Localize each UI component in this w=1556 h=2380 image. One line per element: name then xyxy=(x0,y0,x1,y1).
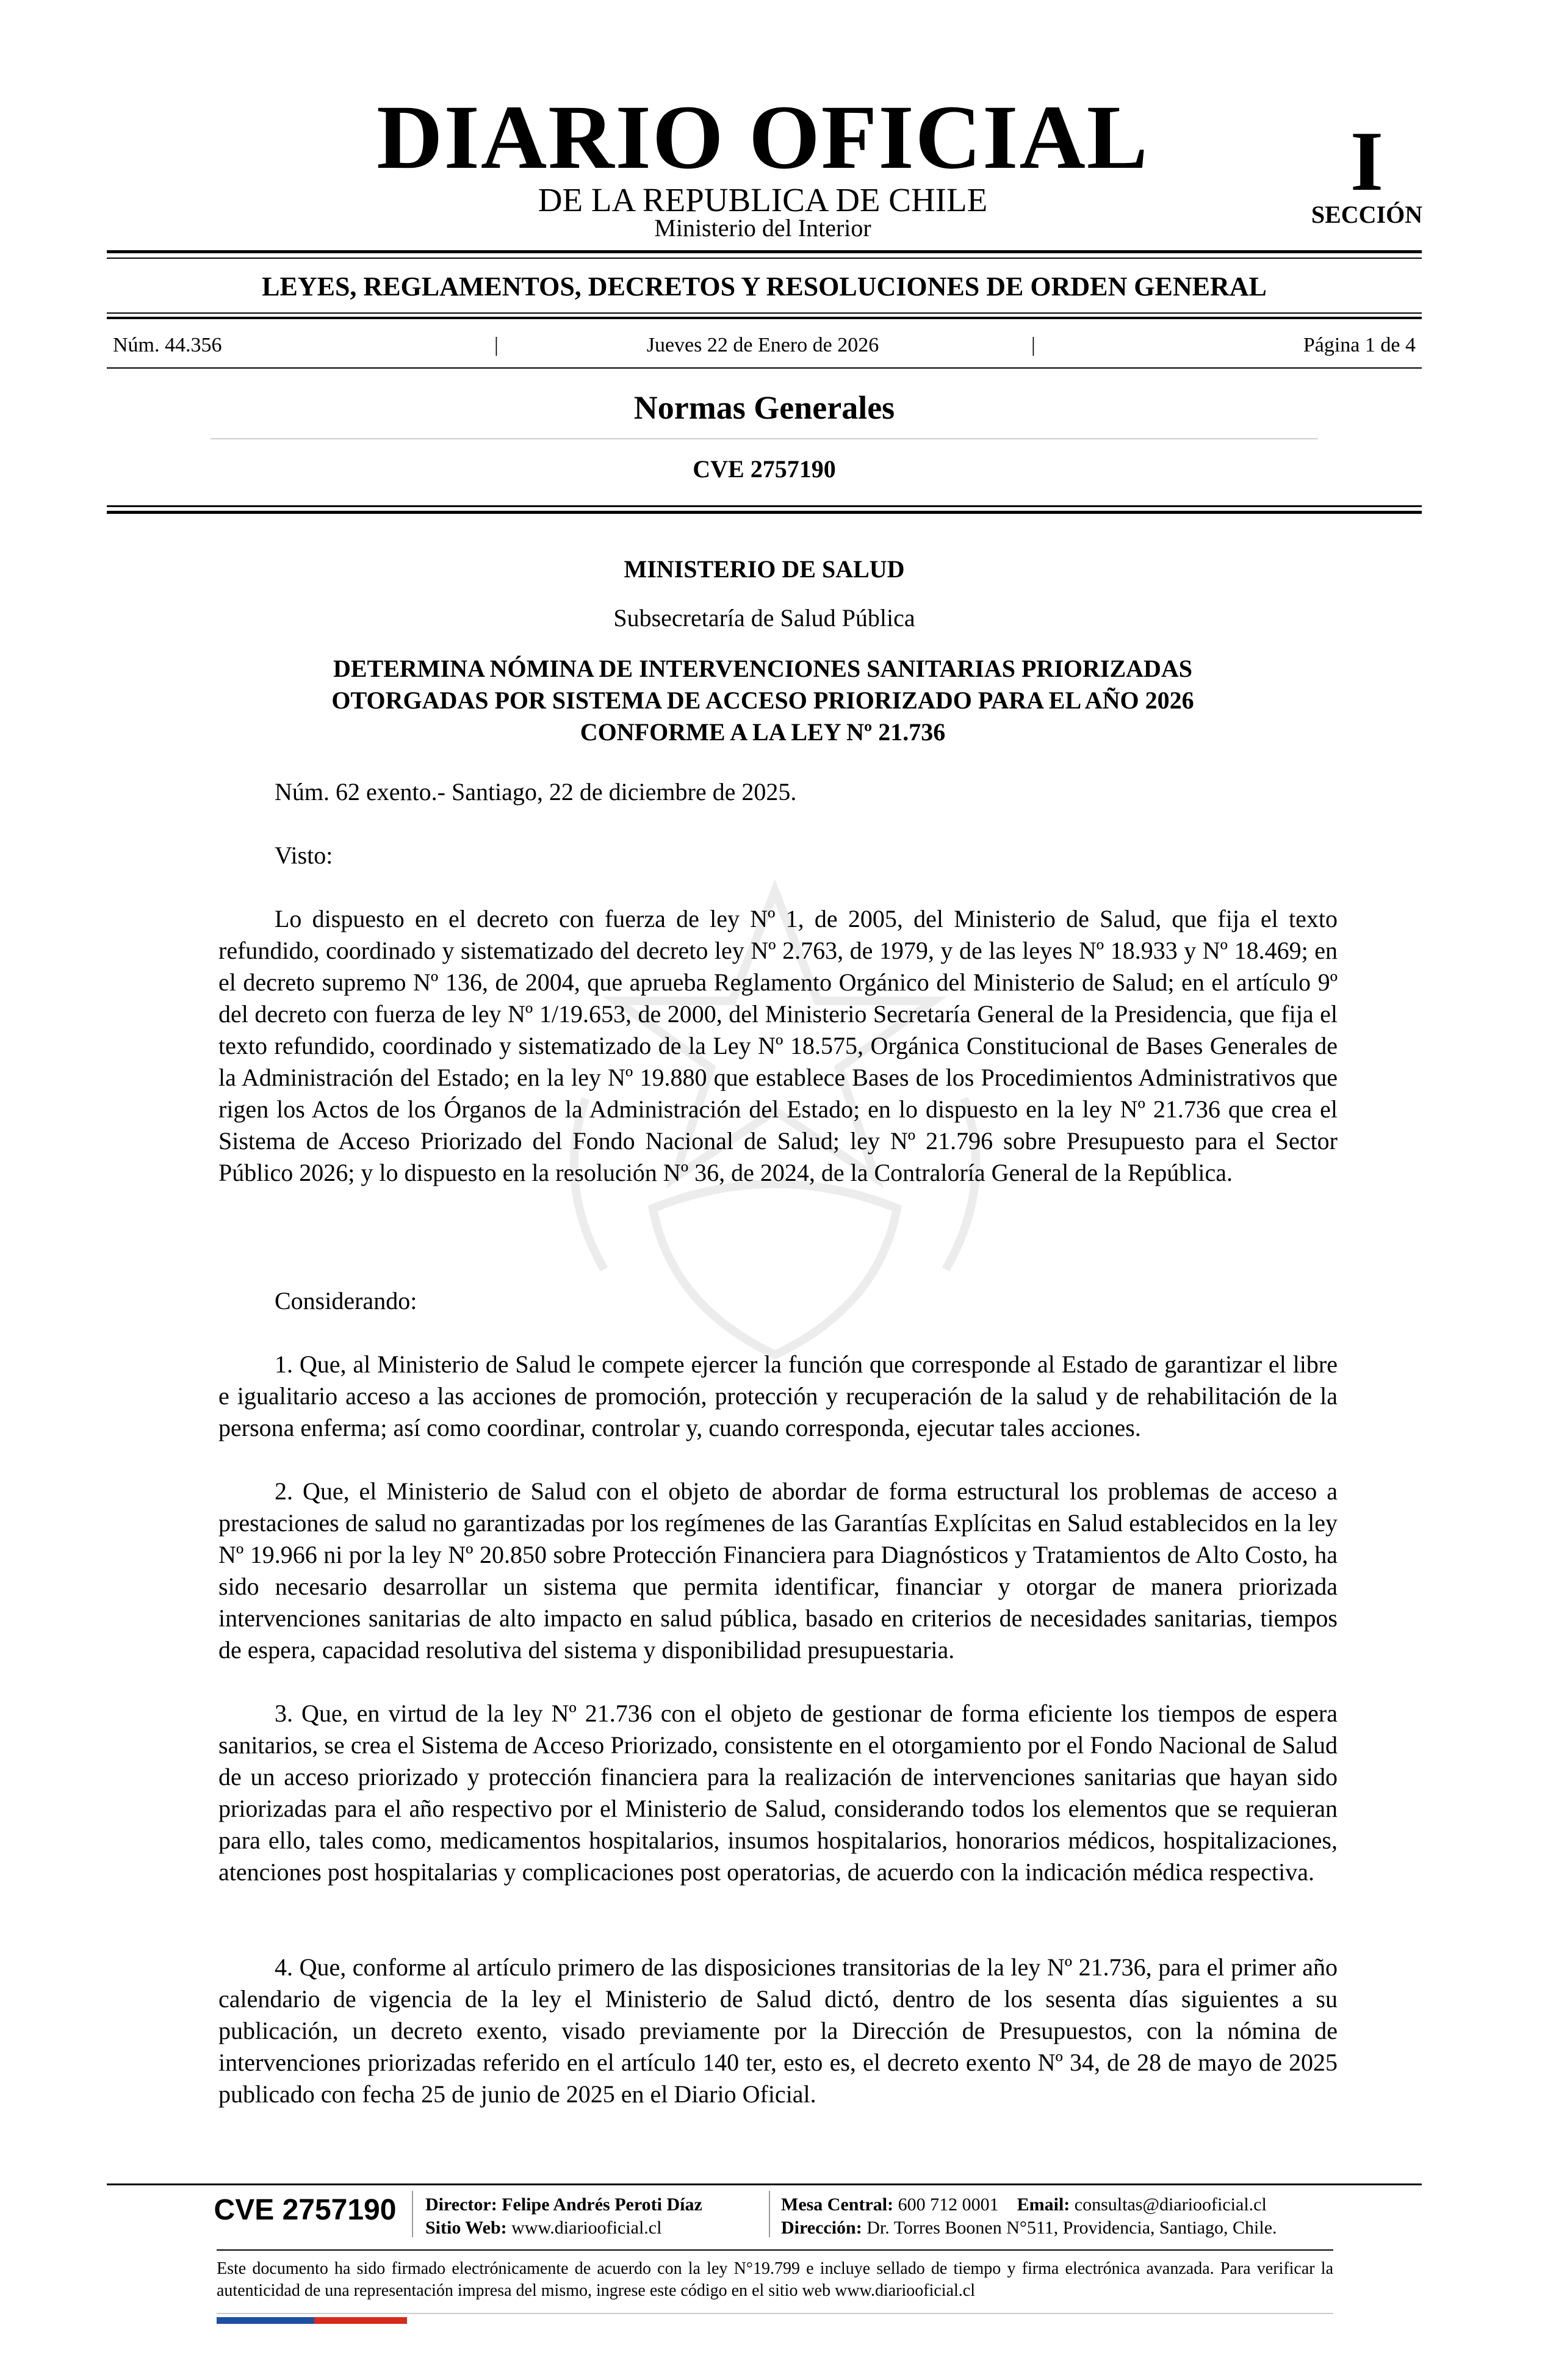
banner-rule-top xyxy=(107,312,1422,314)
decree-number: Núm. 62 exento.- Santiago, 22 de diciembre de 2025. xyxy=(275,778,797,806)
masthead-subtitle: DE LA REPUBLICA DE CHILE xyxy=(538,181,988,218)
flag-stripe-blue xyxy=(217,2317,314,2324)
decree-title-line: CONFORME A LA LEY Nº 21.736 xyxy=(580,718,946,746)
footer-contact xyxy=(781,2193,1342,2216)
footer-separator xyxy=(769,2191,770,2237)
masthead-ministry: Ministerio del Interior xyxy=(654,214,871,242)
footer-rule-mid xyxy=(217,2249,1333,2251)
masthead-rule-top xyxy=(107,250,1422,253)
banner-heading: LEYES, REGLAMENTOS, DECRETOS Y RESOLUCIONES DE ORDEN GENERAL xyxy=(262,272,1267,301)
issue-separator: | xyxy=(1031,334,1036,356)
infobar-rule xyxy=(107,367,1422,369)
banner-rule-bottom xyxy=(107,317,1422,319)
email-label: Email: xyxy=(1017,2194,1070,2215)
considerando-paragraph: 1. Que, al Ministerio de Salud le compete ejercer la función que corresponde al Estado de garantizar el libre e igualitario acceso a las acciones de promoción, protección y recuperación de la salud y de rehabilitación de la persona enferma; así como coordinar, controlar y, cuando corresponda, ejecutar tales acciones. xyxy=(218,1350,1338,1441)
page-indicator: Página 1 de 4 xyxy=(1303,334,1416,356)
considerando-label: Considerando: xyxy=(275,1287,417,1314)
footer-separator xyxy=(412,2191,413,2237)
considerando-paragraph: 2. Que, el Ministerio de Salud con el objeto de abordar de forma estructural los problemas de acceso a prestaciones de salud no garantizadas por los regímenes de las Garantías Explícitas en Salud establecidos en la ley Nº 19.966 ni por la ley Nº 20.850 sobre Protección Financiera para Diagnósticos y Tratamientos de Alto Costo, ha sido necesario desarrollar un sistema que permita identificar, financiar y otorgar de manera priorizada intervenciones sanitarias de alto impacto en salud pública, basado en criterios de necesidades sanitarias, tiempos de espera, capacidad resolutiva del sistema y disponibilidad presupuestaria. xyxy=(218,1477,1338,1664)
section-divider xyxy=(211,438,1318,439)
issue-separator: | xyxy=(494,334,499,356)
footer-website xyxy=(425,2216,767,2240)
website-link[interactable]: www.diariooficial.cl xyxy=(511,2218,662,2238)
website-label: Sitio Web: xyxy=(425,2218,507,2238)
visto-paragraph: Lo dispuesto en el decreto con fuerza de ley Nº 1, de 2005, del Ministerio de Salud, que fija el texto refundido, coordinado y sistematizado del decreto ley Nº 2.763, de 1979, y de las leyes Nº 18.933 y Nº 18.469; en el decreto supremo Nº 136, de 2004, que aprueba Reglamento Orgánico del Ministerio de Salud; en el artículo 9º del decreto con fuerza de ley Nº 1/19.653, de 2000, del Ministerio Secretaría General de la Presidencia, que fija el texto refundido, coordinado y sistematizado de la Ley Nº 18.575, Orgánica Constitucional de Bases Generales de la Administración del Estado; en la ley Nº 19.880 que establece Bases de los Procedimientos Administrativos que rigen los Actos de los Órganos de la Administración del Estado; en lo dispuesto en la ley Nº 21.736 que crea el Sistema de Acceso Priorizado del Fondo Nacional de Salud; ley Nº 21.796 sobre Presupuesto para el Sector Público 2026; y lo dispuesto en la resolución Nº 36, de 2024, de la Contraloría General de la República. xyxy=(218,905,1338,1186)
footer-cve: CVE 2757190 xyxy=(214,2194,397,2226)
header-rule-top xyxy=(107,505,1422,507)
issue-number: Núm. 44.356 xyxy=(113,334,222,356)
section-heading: Normas Generales xyxy=(633,389,895,426)
issue-date: Jueves 22 de Enero de 2026 xyxy=(646,334,879,356)
director-label: Director: xyxy=(425,2194,497,2215)
subsecretaria-heading: Subsecretaría de Salud Pública xyxy=(613,604,915,632)
masthead-rule-bottom xyxy=(107,258,1422,259)
masthead-title: DIARIO OFICIAL xyxy=(376,87,1149,188)
flag-stripe-red xyxy=(314,2317,407,2324)
footer-director xyxy=(425,2193,767,2216)
footer-address xyxy=(781,2216,1342,2240)
section-number: I xyxy=(1350,114,1384,209)
footer-rule-bottom xyxy=(217,2313,1333,2314)
visto-label: Visto: xyxy=(275,842,333,869)
decree-title-line: OTORGADAS POR SISTEMA DE ACCESO PRIORIZADO PARA EL AÑO 2026 xyxy=(331,687,1194,714)
cve-heading: CVE 2757190 xyxy=(693,455,836,483)
considerando-paragraph: 3. Que, en virtud de la ley Nº 21.736 con el objeto de gestionar de forma eficiente los tiempos de espera sanitarios, se crea el Sistema de Acceso Priorizado, consistente en el otorgamiento por el Fondo Nacional de Salud de un acceso priorizado y protección financiera para la realización de intervenciones sanitarias que hayan sido priorizadas para el año respectivo por el Ministerio de Salud, considerando todos los elementos que se requieran para ello, tales como, medicamentos hospitalarios, insumos hospitalarios, honorarios médicos, hospitalizaciones, atenciones post hospitalarias y complicaciones post operatorias, de acuerdo con la indicación médica respectiva. xyxy=(218,1700,1338,1886)
header-rule-bottom xyxy=(107,511,1422,514)
director-name: Felipe Andrés Peroti Díaz xyxy=(502,2194,702,2215)
address-label: Dirección: xyxy=(781,2218,862,2238)
section-label: SECCIÓN xyxy=(1311,201,1423,228)
considerando-paragraph: 4. Que, conforme al artículo primero de las disposiciones transitorias de la ley Nº 21.736, para el primer año calendario de vigencia de la ley el Ministerio de Salud dictó, dentro de los sesenta días siguientes a su publicación, un decreto exento, visado previamente por la Dirección de Presupuestos, con la nómina de intervenciones priorizadas referido en el artículo 140 ter, esto es, el decreto exento Nº 34, de 28 de mayo de 2025 publicado con fecha 25 de junio de 2025 en el Diario Oficial. xyxy=(218,1953,1338,2108)
decree-title xyxy=(220,653,1306,748)
footer-notice: Este documento ha sido firmado electrónicamente de acuerdo con la ley N°19.799 e incluye sellado de tiempo y firma electrónica avanzada. Para verificar la autenticidad de una representación impresa del mismo, ingrese este código en el sitio web www.diariooficial.cl xyxy=(217,2259,1333,2300)
email-link[interactable]: consultas@diariooficial.cl xyxy=(1074,2194,1267,2215)
ministry-heading: MINISTERIO DE SALUD xyxy=(624,555,905,583)
decree-title-line: DETERMINA NÓMINA DE INTERVENCIONES SANITARIAS PRIORIZADAS xyxy=(333,655,1193,682)
phone-number: 600 712 0001 xyxy=(898,2194,999,2215)
phone-label: Mesa Central: xyxy=(781,2194,894,2215)
footer-rule-top xyxy=(107,2183,1422,2185)
address-text: Dr. Torres Boonen N°511, Providencia, Santiago, Chile. xyxy=(866,2218,1277,2238)
